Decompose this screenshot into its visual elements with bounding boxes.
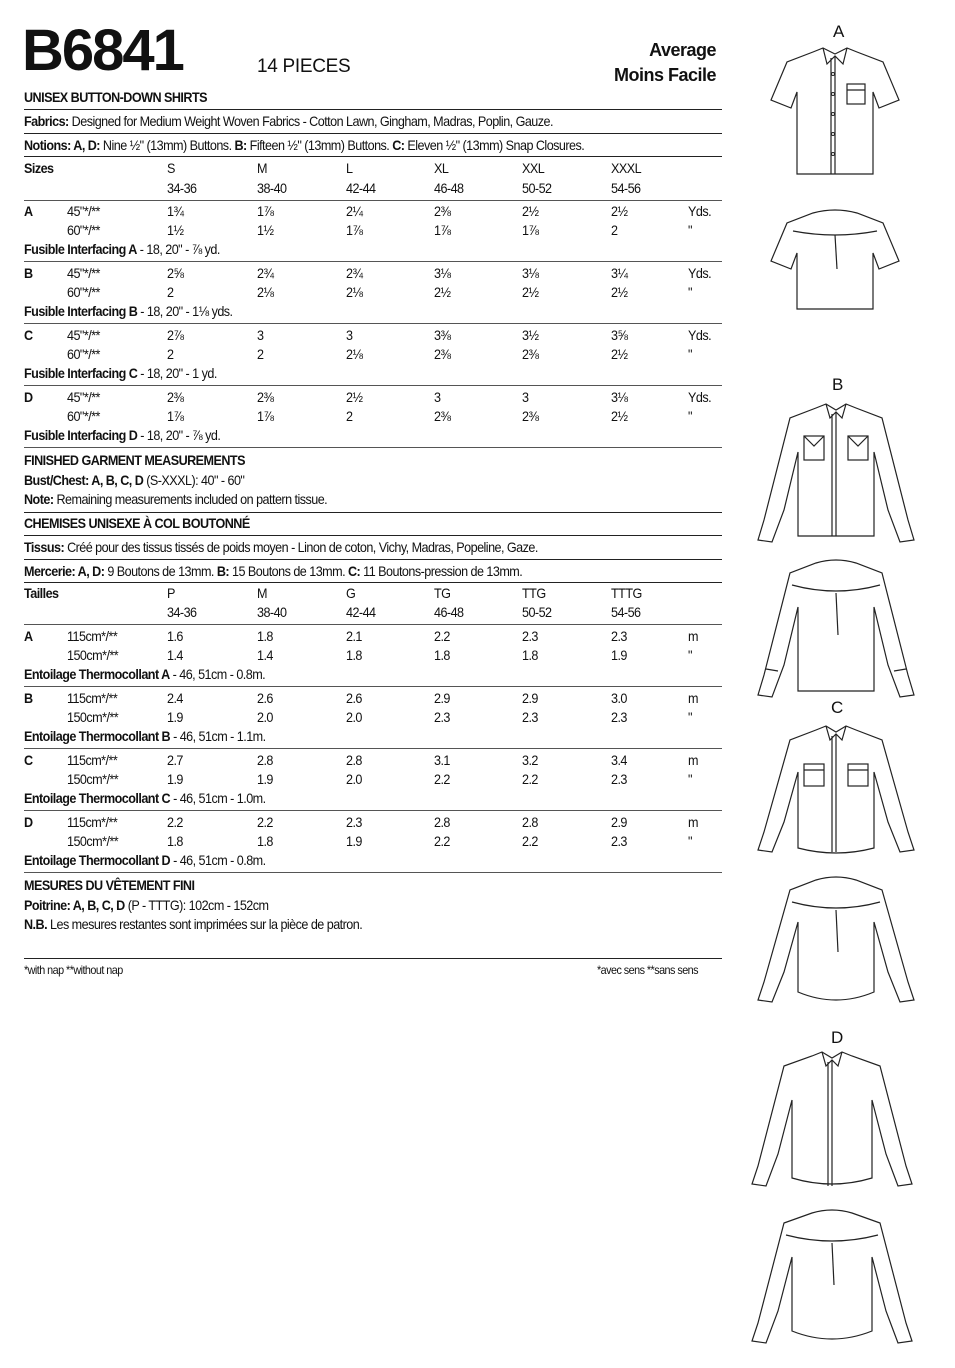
fr-size-range: 50-52: [522, 604, 552, 620]
en-yardage-cell: 1½: [167, 222, 184, 238]
fr-yardage-cell: 1.4: [257, 647, 273, 663]
fr-interfacing: Entoilage Thermocollant A - 46, 51cm - 0.8m.: [24, 666, 266, 682]
en-yardage-cell: 3: [434, 389, 441, 405]
en-view-label: B: [24, 265, 33, 281]
en-interfacing: Fusible Interfacing D - 18, 20" - ⅞ yd.: [24, 427, 221, 443]
pieces-count: 14 PIECES: [257, 56, 351, 77]
en-finished-title: FINISHED GARMENT MEASUREMENTS: [24, 452, 245, 468]
fr-yardage-cell: 3.4: [611, 752, 627, 768]
pattern-number: B6841: [22, 18, 183, 83]
fr-note: N.B. Les mesures restantes sont imprimées sur la pièce de patron.: [24, 916, 363, 932]
en-size: XXL: [522, 160, 545, 176]
divider: [24, 624, 722, 625]
fr-size-range: 34-36: [167, 604, 197, 620]
divider: [24, 748, 722, 749]
en-yardage-cell: 2⅜: [434, 408, 451, 424]
en-notions: Notions: A, D: Nine ½" (13mm) Buttons. B: Fifteen ½" (13mm) Buttons. C: Eleven ½" (13mm) Snap Closures.: [24, 137, 585, 153]
fr-yardage-cell: 1.9: [167, 771, 183, 787]
shirt-c-front-illustration: [748, 722, 923, 862]
en-view-label: C: [24, 327, 33, 343]
en-yardage-cell: 2½: [611, 203, 628, 219]
en-yardage-cell: 3: [257, 327, 264, 343]
difficulty-fr: Moins Facile: [613, 65, 716, 85]
fr-view-label: A: [24, 628, 33, 644]
fr-yardage-cell: 2.2: [167, 814, 183, 830]
en-size-range: 54-56: [611, 180, 641, 196]
fr-view-label: B: [24, 690, 33, 706]
en-fabrics: Fabrics: Designed for Medium Weight Woven Fabrics - Cotton Lawn, Gingham, Madras, Poplin, Gauze.: [24, 113, 553, 129]
fr-size: TG: [434, 585, 451, 601]
fr-yardage-cell: 2.3: [611, 709, 627, 725]
fr-yardage-cell: 2.3: [346, 814, 362, 830]
fr-yardage-cell: 2.9: [434, 690, 450, 706]
fr-yardage-cell: 1.9: [257, 771, 273, 787]
fr-unit: m: [688, 628, 698, 644]
en-yardage-cell: 3½: [522, 327, 539, 343]
en-yardage-cell: 3⅛: [522, 265, 539, 281]
fr-bust: Poitrine: A, B, C, D (P - TTTG): 102cm - 152cm: [24, 897, 269, 913]
fr-finished-title: MESURES DU VÊTEMENT FINI: [24, 877, 195, 893]
fr-view-label: D: [24, 814, 33, 830]
divider: [24, 559, 722, 560]
fr-yardage-cell: 2.3: [522, 628, 538, 644]
fr-yardage-cell: 2.8: [434, 814, 450, 830]
en-yardage-cell: 1⅞: [257, 203, 274, 219]
shirt-c-back-illustration: [748, 872, 923, 1012]
fr-yardage-cell: 1.6: [167, 628, 183, 644]
en-unit: ": [688, 222, 692, 238]
fr-yardage-cell: 2.2: [522, 771, 538, 787]
fr-size: P: [167, 585, 175, 601]
fr-size: M: [257, 585, 267, 601]
fr-yardage-cell: 1.8: [167, 833, 183, 849]
en-yardage-cell: 2⅝: [167, 265, 184, 281]
en-unit: Yds.: [688, 265, 712, 281]
fr-yardage-cell: 2.0: [346, 771, 362, 787]
fr-fabrics: Tissus: Créé pour des tissus tissés de poids moyen - Linon de coton, Vichy, Madras, Popeline, Gaze.: [24, 539, 538, 555]
en-yardage-cell: 2: [257, 346, 264, 362]
en-fabric-width: 45"*/**: [67, 327, 100, 343]
view-label-d: D: [831, 1028, 844, 1047]
fr-yardage-cell: 2.3: [611, 833, 627, 849]
view-label-b: B: [832, 375, 844, 394]
fr-view-label: C: [24, 752, 33, 768]
shirt-d-front-illustration: [742, 1048, 922, 1196]
fr-yardage-cell: 2.2: [257, 814, 273, 830]
fr-yardage-cell: 2.2: [434, 771, 450, 787]
en-yardage-cell: 2: [167, 346, 174, 362]
fr-yardage-cell: 2.8: [522, 814, 538, 830]
en-size: XL: [434, 160, 449, 176]
fr-yardage-cell: 3.1: [434, 752, 450, 768]
fr-unit: ": [688, 771, 692, 787]
en-unit: ": [688, 284, 692, 300]
fr-size-range: 46-48: [434, 604, 464, 620]
en-yardage-cell: 2½: [611, 284, 628, 300]
fr-yardage-cell: 3.2: [522, 752, 538, 768]
footer-nap-fr: *avec sens **sans sens: [597, 963, 698, 977]
en-yardage-cell: 2½: [611, 408, 628, 424]
en-yardage-cell: 1¾: [167, 203, 184, 219]
view-label-a: A: [833, 22, 845, 41]
fr-title: CHEMISES UNISEXE À COL BOUTONNÉ: [24, 515, 250, 531]
en-yardage-cell: 1⅞: [167, 408, 184, 424]
en-yardage-cell: 2½: [522, 203, 539, 219]
fr-yardage-cell: 1.8: [257, 628, 273, 644]
en-yardage-cell: 2⅜: [522, 408, 539, 424]
en-yardage-cell: 1⅞: [257, 408, 274, 424]
fr-yardage-cell: 2.3: [611, 628, 627, 644]
divider: [24, 200, 722, 201]
en-size-range: 38-40: [257, 180, 287, 196]
en-yardage-cell: 2⅛: [346, 284, 363, 300]
en-unit: Yds.: [688, 389, 712, 405]
fr-unit: ": [688, 833, 692, 849]
en-yardage-cell: 3⅜: [434, 327, 451, 343]
divider: [24, 447, 722, 448]
en-yardage-cell: 2½: [522, 284, 539, 300]
fr-fabric-width: 115cm*/**: [67, 690, 118, 706]
fr-sizes-label: Tailles: [24, 585, 59, 601]
divider: [24, 261, 722, 262]
divider: [24, 872, 722, 873]
en-view-label: D: [24, 389, 33, 405]
en-unit: ": [688, 346, 692, 362]
en-fabric-width: 45"*/**: [67, 389, 100, 405]
en-yardage-cell: 2¾: [346, 265, 363, 281]
en-size: XXXL: [611, 160, 642, 176]
en-yardage-cell: 2¾: [257, 265, 274, 281]
fr-interfacing: Entoilage Thermocollant C - 46, 51cm - 1.0m.: [24, 790, 266, 806]
fr-yardage-cell: 2.2: [522, 833, 538, 849]
divider: [24, 958, 722, 959]
en-yardage-cell: 3: [346, 327, 353, 343]
fr-yardage-cell: 1.9: [167, 709, 183, 725]
en-yardage-cell: 1½: [257, 222, 274, 238]
divider: [24, 582, 722, 583]
en-yardage-cell: 2⅛: [257, 284, 274, 300]
shirt-d-back-illustration: [742, 1205, 922, 1355]
view-label-c: C: [831, 698, 844, 717]
fr-yardage-cell: 1.8: [257, 833, 273, 849]
en-interfacing: Fusible Interfacing B - 18, 20" - 1⅛ yds.: [24, 303, 233, 319]
en-unit: Yds.: [688, 203, 712, 219]
fr-yardage-cell: 2.7: [167, 752, 183, 768]
divider: [24, 810, 722, 811]
shirt-b-front-illustration: [748, 400, 923, 550]
fr-yardage-cell: 2.8: [257, 752, 273, 768]
fr-fabric-width: 150cm*/**: [67, 647, 119, 663]
shirt-a-back-illustration: [765, 205, 905, 315]
en-yardage-cell: 3: [522, 389, 529, 405]
en-interfacing: Fusible Interfacing C - 18, 20" - 1 yd.: [24, 365, 217, 381]
en-bust: Bust/Chest: A, B, C, D (S-XXXL): 40" - 60": [24, 472, 245, 488]
en-yardage-cell: 2: [611, 222, 618, 238]
en-fabric-width: 60"*/**: [67, 222, 100, 238]
en-yardage-cell: 2⅛: [346, 346, 363, 362]
en-view-label: A: [24, 203, 33, 219]
divider: [24, 156, 722, 157]
fr-yardage-cell: 2.6: [257, 690, 273, 706]
en-note: Note: Remaining measurements included on pattern tissue.: [24, 491, 328, 507]
fr-yardage-cell: 2.3: [611, 771, 627, 787]
fr-yardage-cell: 3.0: [611, 690, 627, 706]
divider: [24, 109, 722, 110]
fr-size: TTTG: [611, 585, 642, 601]
fr-size-range: 54-56: [611, 604, 641, 620]
fr-yardage-cell: 2.9: [611, 814, 627, 830]
fr-yardage-cell: 1.4: [167, 647, 183, 663]
fr-size-range: 42-44: [346, 604, 376, 620]
en-yardage-cell: 2: [167, 284, 174, 300]
en-yardage-cell: 2⅜: [434, 346, 451, 362]
en-yardage-cell: 2½: [611, 346, 628, 362]
fr-unit: m: [688, 752, 698, 768]
en-fabric-width: 60"*/**: [67, 408, 100, 424]
en-yardage-cell: 3¼: [611, 265, 628, 281]
en-yardage-cell: 1⅞: [346, 222, 363, 238]
en-fabric-width: 45"*/**: [67, 265, 100, 281]
fr-interfacing: Entoilage Thermocollant D - 46, 51cm - 0.8m.: [24, 852, 266, 868]
difficulty-en: Average: [649, 40, 716, 60]
fr-yardage-cell: 2.6: [346, 690, 362, 706]
fr-yardage-cell: 2.2: [434, 833, 450, 849]
divider: [24, 686, 722, 687]
en-yardage-cell: 2⅜: [257, 389, 274, 405]
divider: [24, 512, 722, 513]
fr-unit: m: [688, 690, 698, 706]
fr-size: G: [346, 585, 356, 601]
en-fabric-width: 60"*/**: [67, 346, 100, 362]
en-size-range: 34-36: [167, 180, 197, 196]
en-size: L: [346, 160, 353, 176]
en-size: M: [257, 160, 267, 176]
fr-yardage-cell: 2.0: [346, 709, 362, 725]
fr-fabric-width: 150cm*/**: [67, 833, 119, 849]
fr-size: TTG: [522, 585, 546, 601]
fr-fabric-width: 115cm*/**: [67, 752, 118, 768]
en-size-range: 42-44: [346, 180, 376, 196]
footer-nap-en: *with nap **without nap: [24, 963, 123, 977]
fr-yardage-cell: 2.8: [346, 752, 362, 768]
en-interfacing: Fusible Interfacing A - 18, 20" - ⅞ yd.: [24, 241, 220, 257]
en-yardage-cell: 2¼: [346, 203, 363, 219]
fr-yardage-cell: 2.9: [522, 690, 538, 706]
fr-yardage-cell: 2.3: [522, 709, 538, 725]
fr-fabric-width: 115cm*/**: [67, 628, 118, 644]
divider: [24, 323, 722, 324]
en-yardage-cell: 3⅝: [611, 327, 628, 343]
en-yardage-cell: 3⅛: [611, 389, 628, 405]
fr-yardage-cell: 1.8: [346, 647, 362, 663]
en-yardage-cell: 2⅜: [522, 346, 539, 362]
en-yardage-cell: 2: [346, 408, 353, 424]
en-size-range: 46-48: [434, 180, 464, 196]
divider: [24, 133, 722, 134]
fr-unit: ": [688, 709, 692, 725]
en-title: UNISEX BUTTON-DOWN SHIRTS: [24, 89, 207, 105]
fr-yardage-cell: 1.8: [522, 647, 538, 663]
en-fabric-width: 60"*/**: [67, 284, 100, 300]
fr-interfacing: Entoilage Thermocollant B - 46, 51cm - 1.1m.: [24, 728, 266, 744]
fr-fabric-width: 150cm*/**: [67, 771, 119, 787]
en-yardage-cell: 1⅞: [522, 222, 539, 238]
en-yardage-cell: 2½: [346, 389, 363, 405]
en-fabric-width: 45"*/**: [67, 203, 100, 219]
fr-yardage-cell: 2.1: [346, 628, 362, 644]
fr-yardage-cell: 2.0: [257, 709, 273, 725]
shirt-a-front-illustration: [765, 44, 905, 184]
fr-unit: ": [688, 647, 692, 663]
fr-yardage-cell: 2.2: [434, 628, 450, 644]
en-unit: ": [688, 408, 692, 424]
shirt-b-back-illustration: [748, 555, 923, 705]
en-yardage-cell: 3⅛: [434, 265, 451, 281]
en-yardage-cell: 2⅜: [167, 389, 184, 405]
en-size-range: 50-52: [522, 180, 552, 196]
en-yardage-cell: 1⅞: [434, 222, 451, 238]
en-sizes-label: Sizes: [24, 160, 54, 176]
fr-notions: Mercerie: A, D: 9 Boutons de 13mm. B: 15 Boutons de 13mm. C: 11 Boutons-pression de 13mm.: [24, 563, 523, 579]
fr-fabric-width: 115cm*/**: [67, 814, 118, 830]
fr-yardage-cell: 1.9: [611, 647, 627, 663]
en-yardage-cell: 2½: [434, 284, 451, 300]
en-unit: Yds.: [688, 327, 712, 343]
fr-yardage-cell: 1.8: [434, 647, 450, 663]
fr-yardage-cell: 2.4: [167, 690, 183, 706]
fr-unit: m: [688, 814, 698, 830]
en-yardage-cell: 2⅜: [434, 203, 451, 219]
en-size: S: [167, 160, 175, 176]
divider: [24, 385, 722, 386]
fr-yardage-cell: 2.3: [434, 709, 450, 725]
fr-fabric-width: 150cm*/**: [67, 709, 119, 725]
fr-size-range: 38-40: [257, 604, 287, 620]
fr-yardage-cell: 1.9: [346, 833, 362, 849]
divider: [24, 535, 722, 536]
en-yardage-cell: 2⅞: [167, 327, 184, 343]
